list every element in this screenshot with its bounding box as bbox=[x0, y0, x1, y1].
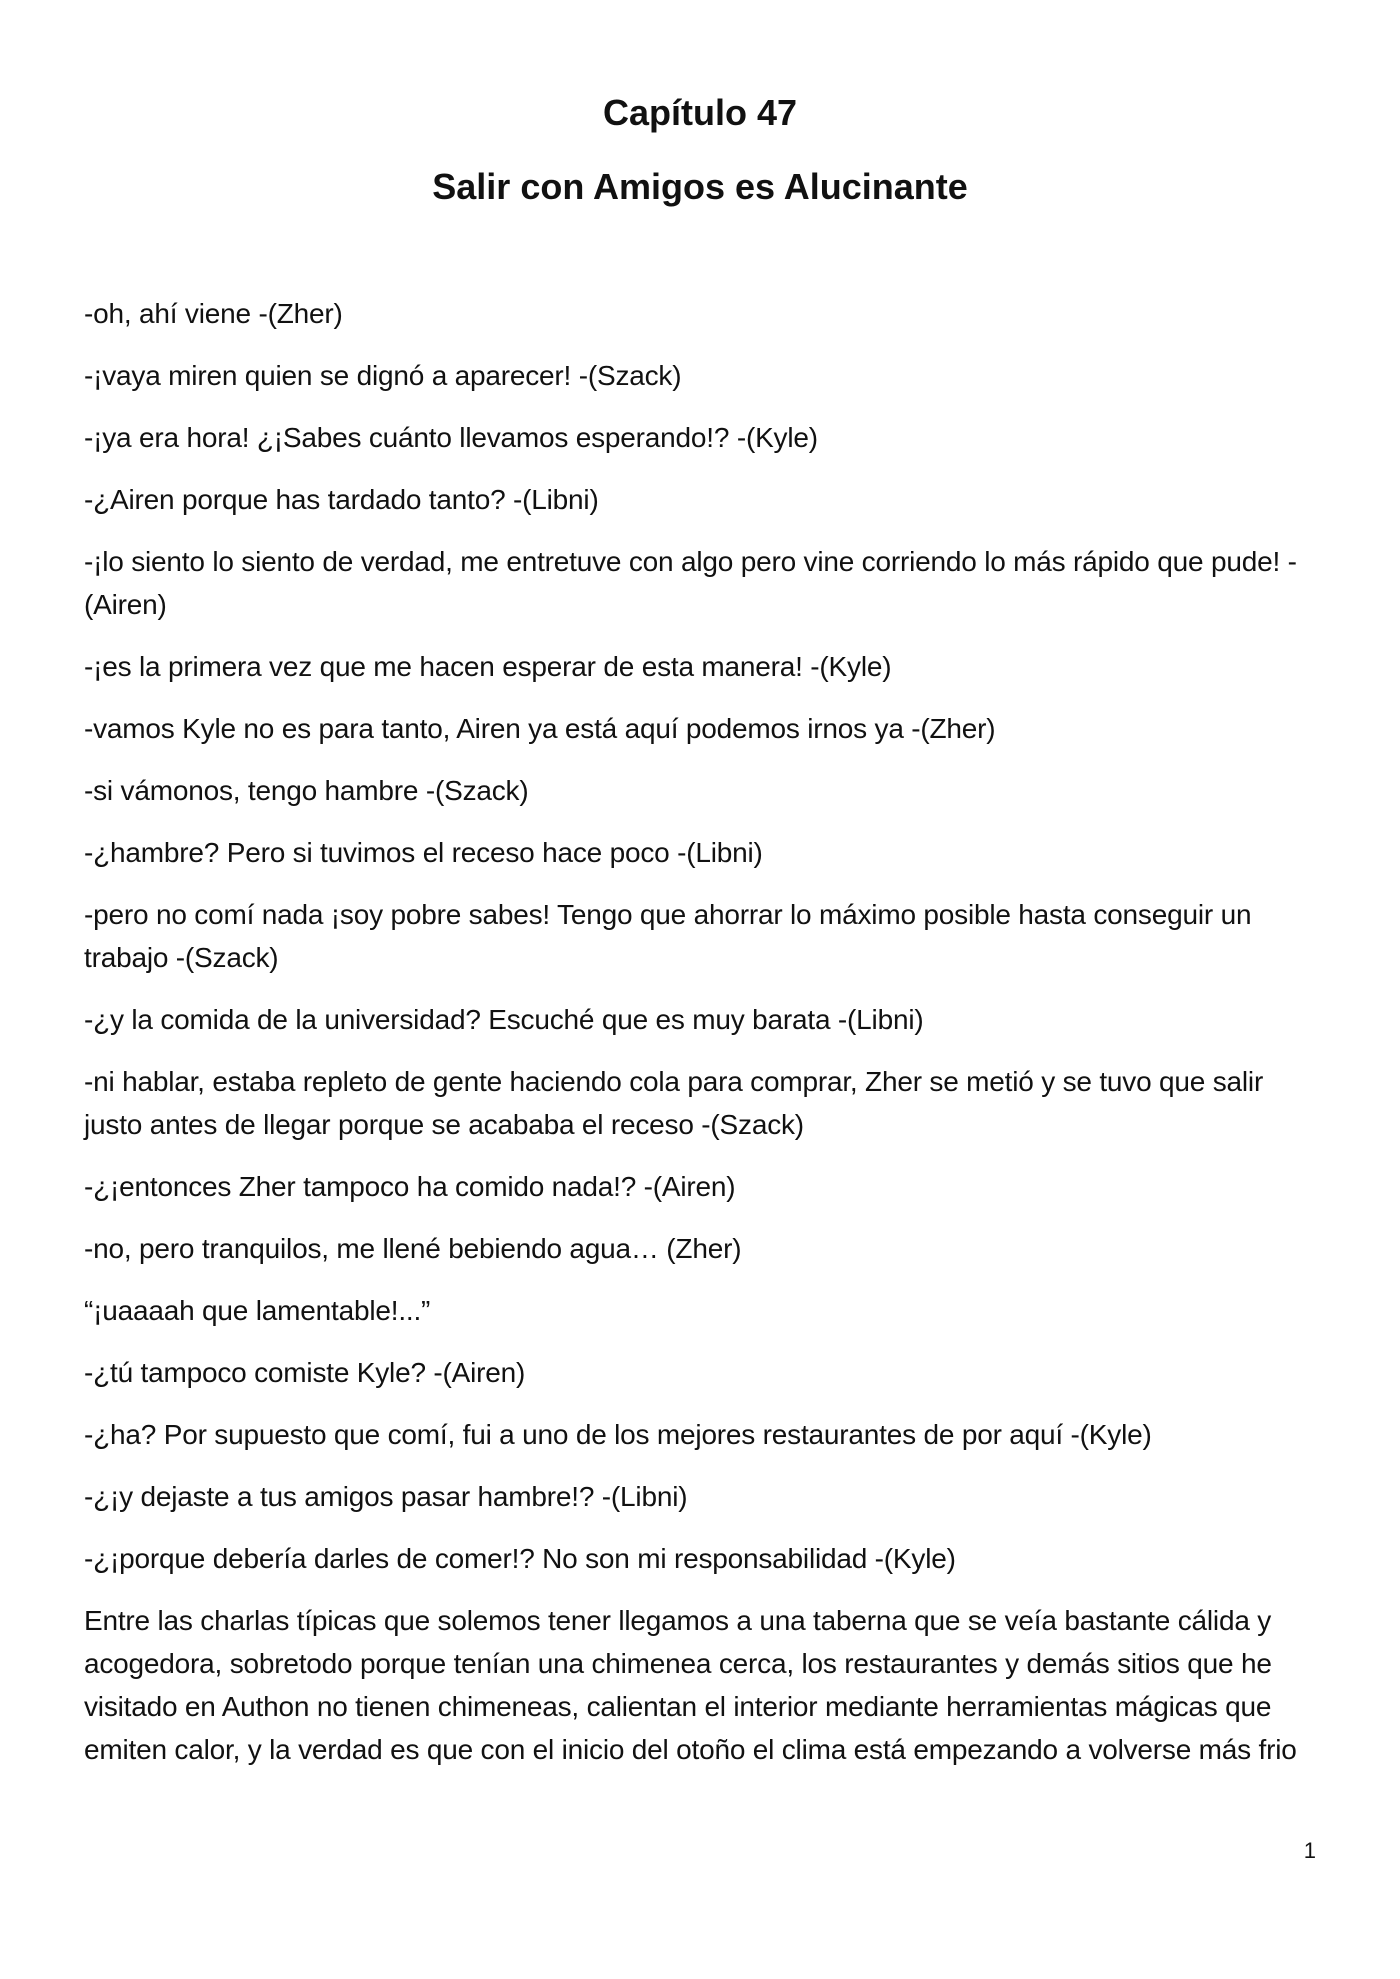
paragraph: -¿ha? Por supuesto que comí, fui a uno de los mejores restaurantes de por aquí -(Kyle) bbox=[84, 1419, 1152, 1450]
body-text bbox=[84, 292, 1324, 1790]
paragraph: -¿¡porque debería darles de comer!? No son mi responsabilidad -(Kyle) bbox=[84, 1543, 956, 1574]
paragraph: -no, pero tranquilos, me llené bebiendo agua… (Zher) bbox=[84, 1233, 742, 1264]
paragraph: -¿tú tampoco comiste Kyle? -(Airen) bbox=[84, 1357, 526, 1388]
paragraph: -¿¡y dejaste a tus amigos pasar hambre!? -(Libni) bbox=[84, 1481, 688, 1512]
paragraph: -¡ya era hora! ¿¡Sabes cuánto llevamos esperando!? -(Kyle) bbox=[84, 422, 818, 453]
paragraph: “¡uaaaah que lamentable!...” bbox=[84, 1295, 431, 1326]
paragraph: -vamos Kyle no es para tanto, Airen ya está aquí podemos irnos ya -(Zher) bbox=[84, 713, 996, 744]
paragraph: -¿hambre? Pero si tuvimos el receso hace poco -(Libni) bbox=[84, 837, 763, 868]
paragraph: -¿¡entonces Zher tampoco ha comido nada!? -(Airen) bbox=[84, 1171, 736, 1202]
paragraph: -¿Airen porque has tardado tanto? -(Libni) bbox=[84, 484, 599, 515]
paragraph: -ni hablar, estaba repleto de gente haciendo cola para comprar, Zher se metió y se tuvo que salir justo antes de llegar porque se acababa el receso -(Szack) bbox=[84, 1066, 1264, 1140]
paragraph: -¡lo siento lo siento de verdad, me entretuve con algo pero vine corriendo lo más rápido que pude! -(Airen) bbox=[84, 546, 1297, 620]
chapter-subtitle: Salir con Amigos es Alucinante bbox=[432, 166, 968, 207]
paragraph: -¡vaya miren quien se dignó a aparecer! -(Szack) bbox=[84, 360, 682, 391]
paragraph: -si vámonos, tengo hambre -(Szack) bbox=[84, 775, 529, 806]
chapter-title: Capítulo 47 bbox=[602, 92, 798, 133]
page-number: 1 bbox=[1303, 1838, 1316, 1863]
paragraph: -¿y la comida de la universidad? Escuché que es muy barata -(Libni) bbox=[84, 1004, 924, 1035]
paragraph: -¡es la primera vez que me hacen esperar de esta manera! -(Kyle) bbox=[84, 651, 892, 682]
paragraph: -pero no comí nada ¡soy pobre sabes! Tengo que ahorrar lo máximo posible hasta conseguir un trabajo -(Szack) bbox=[84, 899, 1252, 973]
narrative-paragraph: Entre las charlas típicas que solemos tener llegamos a una taberna que se veía bastante cálida y acogedora, sobretodo porque tenían una chimenea cerca, los restaurantes y demás sitios que he visitado en Authon no tienen chimeneas, calientan el interior mediante herramientas mágicas que emiten calor, y la verdad es que con el inicio del otoño el clima está empezando a volverse más frio bbox=[84, 1605, 1297, 1765]
paragraph: -oh, ahí viene -(Zher) bbox=[84, 298, 343, 329]
